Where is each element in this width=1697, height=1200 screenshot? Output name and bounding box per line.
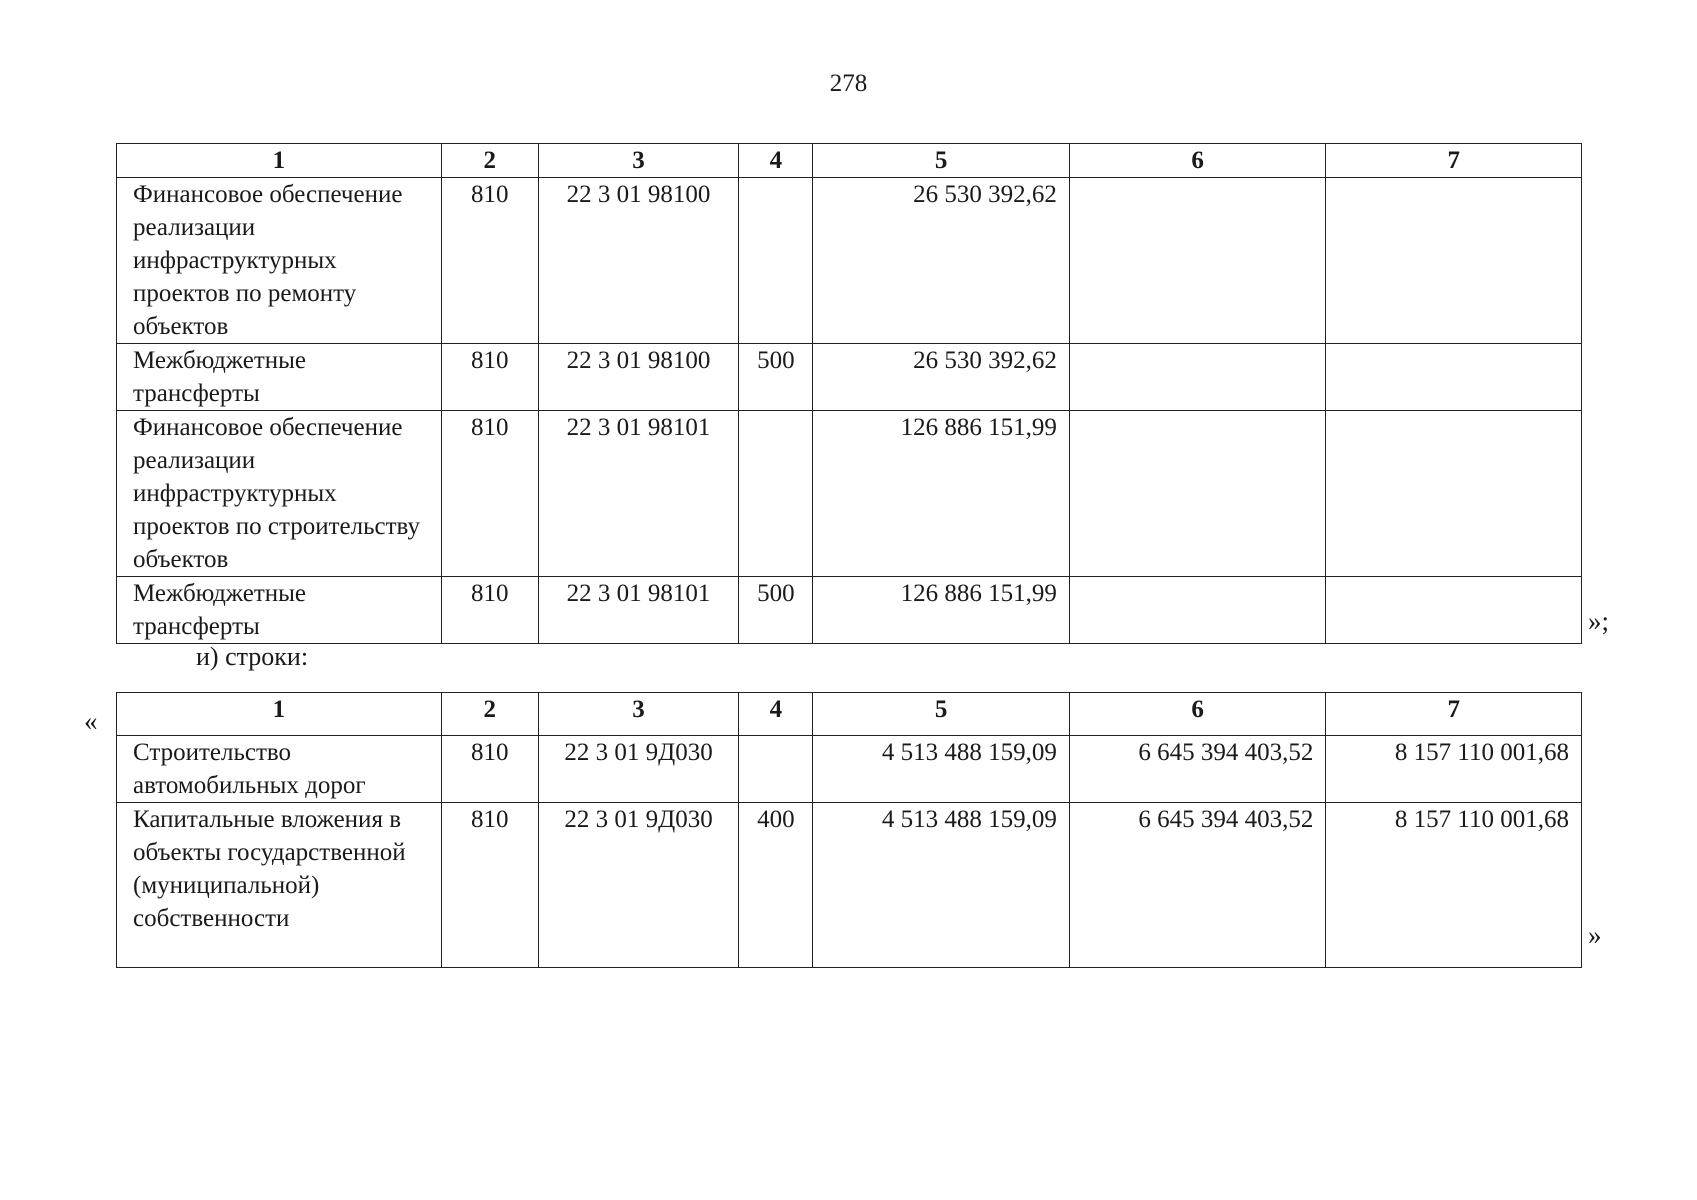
amount-col6 — [1069, 577, 1326, 644]
column-header: 2 — [441, 693, 538, 736]
ministry-code: 810 — [441, 577, 538, 644]
table-header-row — [117, 693, 1582, 736]
ministry-code: 810 — [441, 344, 538, 411]
amount-col7: 8 157 110 001,68 — [1326, 736, 1582, 803]
amount-col6 — [1069, 178, 1326, 344]
column-header: 2 — [441, 144, 538, 178]
amount-col5: 126 886 151,99 — [813, 411, 1070, 577]
table-row — [117, 178, 1582, 344]
amount-col7 — [1326, 344, 1582, 411]
budget-table-continued — [116, 143, 1582, 644]
table-row — [117, 577, 1582, 644]
page-number: 278 — [829, 70, 868, 97]
amount-col5: 4 513 488 159,09 — [813, 803, 1070, 968]
column-header: 7 — [1326, 693, 1582, 736]
table-row — [117, 736, 1582, 803]
column-header: 7 — [1326, 144, 1582, 178]
column-header: 4 — [739, 144, 813, 178]
row-name: Финансовое обеспечение реализации инфраструктурных проектов по ремонту объектов — [117, 178, 442, 344]
target-article-code: 22 3 01 9Д030 — [538, 803, 738, 968]
amount-col5: 26 530 392,62 — [813, 178, 1070, 344]
table-row — [117, 411, 1582, 577]
amount-col6: 6 645 394 403,52 — [1069, 736, 1326, 803]
column-header: 5 — [813, 144, 1070, 178]
target-article-code: 22 3 01 9Д030 — [538, 736, 738, 803]
target-article-code: 22 3 01 98101 — [538, 411, 738, 577]
amount-col7 — [1326, 577, 1582, 644]
amount-col5: 26 530 392,62 — [813, 344, 1070, 411]
column-header: 3 — [538, 144, 738, 178]
expense-type-code: 400 — [739, 803, 813, 968]
column-header: 6 — [1069, 693, 1326, 736]
amount-col7: 8 157 110 001,68 — [1326, 803, 1582, 968]
target-article-code: 22 3 01 98101 — [538, 577, 738, 644]
column-header: 1 — [117, 144, 442, 178]
ministry-code: 810 — [441, 411, 538, 577]
amount-col6 — [1069, 411, 1326, 577]
section-label: и) строки: — [196, 642, 309, 671]
budget-table-rows — [116, 692, 1582, 968]
table-row — [117, 803, 1582, 968]
amount-col5: 126 886 151,99 — [813, 577, 1070, 644]
amount-col7 — [1326, 178, 1582, 344]
row-name: Капитальные вложения в объекты государственной (муниципальной) собственности — [117, 803, 442, 968]
expense-type-code — [739, 178, 813, 344]
amount-col6: 6 645 394 403,52 — [1069, 803, 1326, 968]
target-article-code: 22 3 01 98100 — [538, 344, 738, 411]
column-header: 4 — [739, 693, 813, 736]
expense-type-code — [739, 736, 813, 803]
ministry-code: 810 — [441, 178, 538, 344]
expense-type-code: 500 — [739, 577, 813, 644]
column-header: 3 — [538, 693, 738, 736]
ministry-code: 810 — [441, 803, 538, 968]
closing-quote-mark: »; — [1588, 606, 1610, 636]
closing-quote-mark: » — [1588, 920, 1602, 950]
row-name: Финансовое обеспечение реализации инфраструктурных проектов по строительству объектов — [117, 411, 442, 577]
table-header-row — [117, 144, 1582, 178]
row-name: Межбюджетные трансферты — [117, 344, 442, 411]
amount-col6 — [1069, 344, 1326, 411]
amount-col7 — [1326, 411, 1582, 577]
column-header: 6 — [1069, 144, 1326, 178]
expense-type-code: 500 — [739, 344, 813, 411]
expense-type-code — [739, 411, 813, 577]
target-article-code: 22 3 01 98100 — [538, 178, 738, 344]
table-row — [117, 344, 1582, 411]
row-name: Межбюджетные трансферты — [117, 577, 442, 644]
ministry-code: 810 — [441, 736, 538, 803]
opening-quote-mark: « — [84, 706, 98, 736]
column-header: 1 — [117, 693, 442, 736]
amount-col5: 4 513 488 159,09 — [813, 736, 1070, 803]
row-name: Строительство автомобильных дорог — [117, 736, 442, 803]
column-header: 5 — [813, 693, 1070, 736]
